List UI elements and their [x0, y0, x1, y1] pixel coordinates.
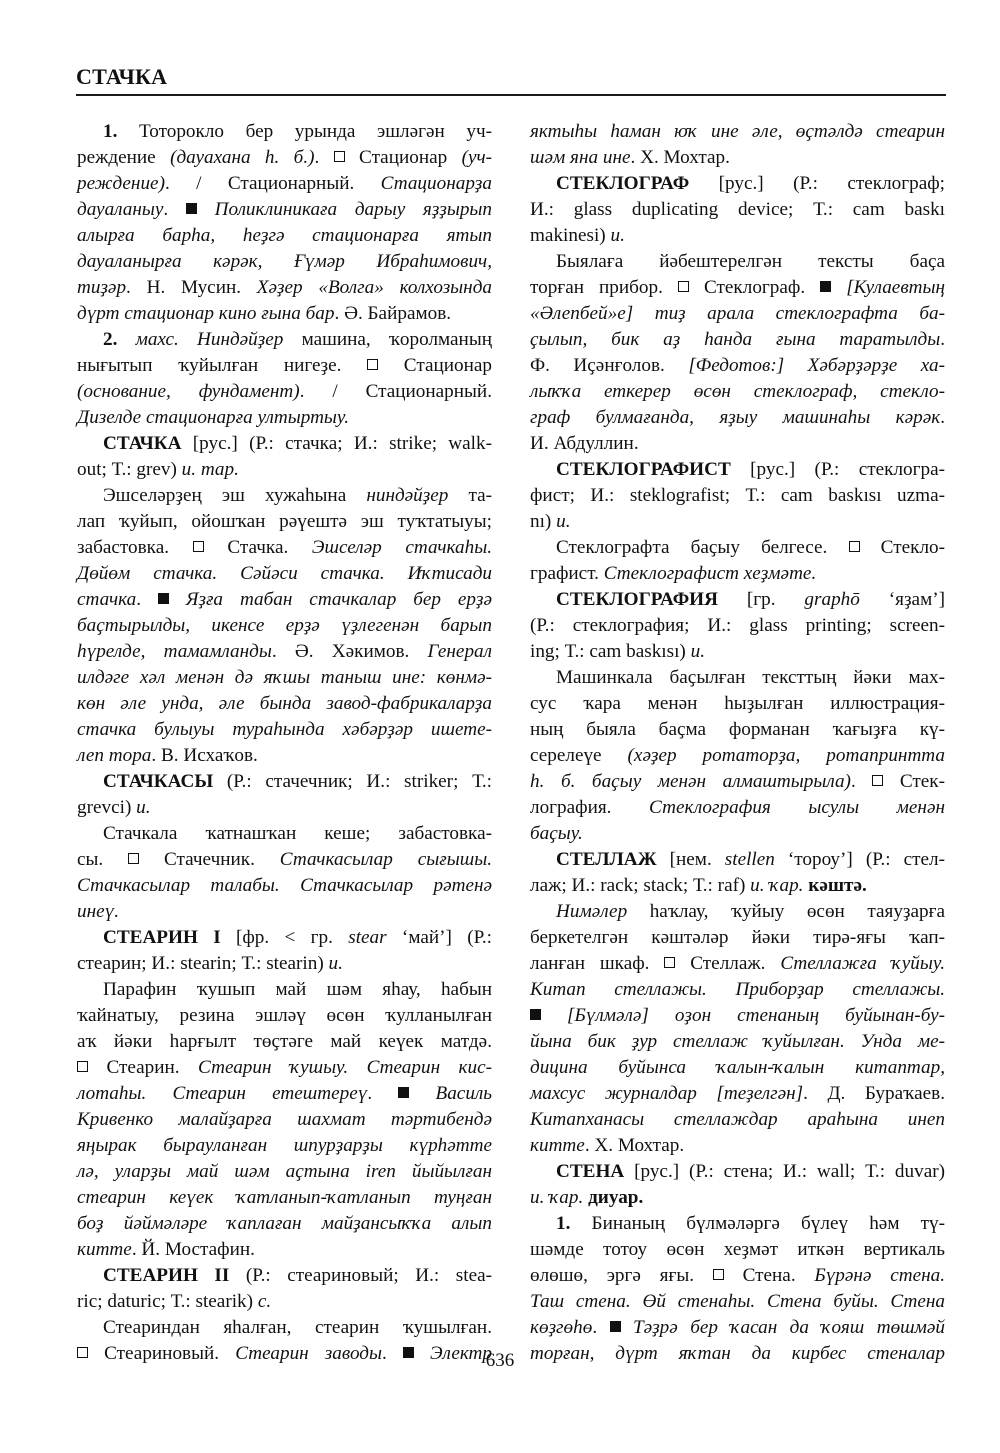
text-line	[77, 1289, 492, 1315]
text: [нем.	[656, 849, 725, 870]
text: беркетелгән кәштәләр йәки тирә-яғы ҡап-	[530, 927, 945, 948]
text: Стена.	[723, 1265, 815, 1286]
text-line	[530, 275, 945, 301]
italic-text: h. б. баҫыу менән алмаштырыла)	[530, 771, 851, 792]
italic-text: инеү.	[77, 901, 120, 922]
text-line	[530, 1003, 945, 1029]
italic-text: Стеарин ҡушыу. Стеарин кис-	[198, 1057, 493, 1078]
text	[409, 1083, 435, 1104]
text: .	[314, 147, 334, 168]
text-line	[530, 977, 945, 1003]
text-line	[77, 327, 492, 353]
text-line	[77, 1081, 492, 1107]
text: . Й. Мостафин.	[131, 1239, 255, 1260]
italic-text: тиҙәр	[77, 277, 127, 298]
text: [гр.	[717, 589, 805, 610]
text: .	[940, 329, 945, 350]
text: ҡайнатыу, резина эшләү өсөн ҡулланылған	[77, 1005, 492, 1026]
text: сус ҡара менән hыҙылған иллюстрация-	[530, 693, 945, 714]
text: [рус.] (Р.: стачка; И.: strike; walk-	[181, 433, 492, 454]
text-line	[530, 223, 945, 249]
italic-text: Тәҙрә бер ҡасан да ҡояш төшмәй	[633, 1317, 946, 1338]
text: Ф. Иҫәнғолов.	[530, 355, 689, 376]
text-line	[77, 535, 492, 561]
text: out; Т.: grev)	[77, 459, 182, 480]
text-line	[530, 353, 945, 379]
text-line	[77, 951, 492, 977]
headword: СТЕКЛОГРАФ	[556, 173, 690, 194]
filled-square-icon	[610, 1321, 621, 1332]
text-line	[77, 1003, 492, 1029]
text-line	[77, 1107, 492, 1133]
text-line	[77, 561, 492, 587]
text-line	[77, 301, 492, 327]
open-square-icon	[77, 1061, 88, 1072]
text: Стеклографта баҫыу белгесе.	[556, 537, 849, 558]
italic-text: китте	[530, 1135, 585, 1156]
text-line	[530, 145, 945, 171]
italic-text: [Кулаевтың	[846, 277, 946, 298]
italic-text: стеарин кеүек ҡатланып-ҡатланып туңған	[77, 1187, 492, 1208]
text: Стачка.	[203, 537, 312, 558]
text-line	[77, 171, 492, 197]
filled-square-icon	[186, 203, 197, 214]
text	[541, 1005, 567, 1026]
italic-text: graphō	[804, 589, 860, 610]
text-line	[530, 1237, 945, 1263]
right-column	[530, 119, 945, 1367]
text-line	[530, 249, 945, 275]
italic-text: Василь	[435, 1083, 493, 1104]
text: . Ә. Хәкимов.	[271, 641, 428, 662]
italic-text: Таш стена. Өй стенаhы. Стена буйы. Стена	[530, 1291, 945, 1312]
text-line	[77, 717, 492, 743]
text: нығытып ҡуйылған нигеҙе.	[77, 355, 368, 376]
text: Стачкала ҡатнашҡан кеше; забастовка-	[103, 823, 492, 844]
text	[831, 277, 846, 298]
text-line	[530, 171, 945, 197]
open-square-icon	[664, 957, 675, 968]
italic-text: Кривенко малайҙарға шахмат тәртибендә	[77, 1109, 492, 1130]
italic-text: Стеарин заводы	[235, 1343, 382, 1364]
text	[169, 589, 186, 610]
text: . Х. Мохтар.	[584, 1135, 685, 1156]
italic-text: Китап стеллажы. Приборҙар стеллажы.	[530, 979, 945, 1000]
text-line	[530, 535, 945, 561]
text: [фр. < гр.	[220, 927, 349, 948]
text-line	[77, 977, 492, 1003]
text	[117, 329, 135, 350]
text: машина, ҡоролманың	[283, 329, 492, 350]
text: ның быяла баҫма форманан ҡағыҙға кү-	[530, 719, 945, 740]
headword: 1.	[556, 1213, 571, 1234]
text: .	[382, 1343, 403, 1364]
text-line	[77, 691, 492, 717]
italic-text: Стеклографист хеҙмәте.	[603, 563, 817, 584]
italic-text: баҫыу.	[530, 823, 583, 844]
text: сы.	[77, 849, 129, 870]
italic-text: Яҙға табан стачкалар бер ерҙә	[185, 589, 492, 610]
text-line	[77, 119, 492, 145]
text-line	[530, 561, 945, 587]
italic-text: дауаланыу	[77, 199, 164, 220]
italic-text: лә, уларҙы май шәм аҫтына ireп йыйылған	[77, 1161, 492, 1182]
text-line	[77, 275, 492, 301]
headword: СТАЧКАСЫ	[103, 771, 214, 792]
text-line	[530, 1263, 945, 1289]
text-line	[77, 1029, 492, 1055]
text: . / Стационарный.	[164, 173, 381, 194]
italic-text: [Федотов:] Хәбәрҙәрҙе ха-	[688, 355, 945, 376]
text-line	[77, 847, 492, 873]
text: реждение	[77, 147, 171, 168]
text-line	[530, 899, 945, 925]
text: лография.	[530, 797, 650, 818]
text-line	[77, 899, 492, 925]
italic-text: ниндәйҙер	[366, 485, 449, 506]
text: Стеарин.	[88, 1057, 199, 1078]
italic-text: и.	[136, 797, 151, 818]
text-line	[77, 1237, 492, 1263]
italic-text: йына бик ҙур стеллаж ҡуйылған. Унда ме-	[530, 1031, 945, 1052]
text: .	[592, 1317, 610, 1338]
text-line	[530, 1211, 945, 1237]
italic-text: яктыhы hаман юҡ ине әле, өҫтәлдә стеарин	[530, 121, 945, 142]
open-square-icon	[367, 359, 378, 370]
text-line	[530, 821, 945, 847]
italic-text: леп тора	[77, 745, 152, 766]
text-line	[530, 1055, 945, 1081]
text-line	[77, 795, 492, 821]
italic-text: Эшселәр стачкаhы.	[311, 537, 492, 558]
open-square-icon	[678, 281, 689, 292]
italic-text: Стационарҙа	[380, 173, 492, 194]
text: Бинаның бүлмәләргә бүлеү hәм тү-	[570, 1213, 945, 1234]
italic-text: Стеллажға ҡуйыу.	[780, 953, 946, 974]
headword: СТЕКЛОГРАФИЯ	[556, 589, 718, 610]
text: Стационар	[344, 147, 462, 168]
text: Эшселәрҙең эш хужаhына	[103, 485, 367, 506]
italic-text: шәм яна ине	[530, 147, 631, 168]
text: hаҡлау, ҡуйыу өсөн таяуҙарға	[627, 901, 945, 922]
text-line	[77, 1315, 492, 1341]
text: [рус.] (Р.: стеклограф;	[689, 173, 945, 194]
text: лаж; И.: rack; stack; Т.: raf)	[530, 875, 751, 896]
italic-text: и.	[328, 953, 343, 974]
text-line	[530, 951, 945, 977]
text: [рус.] (Р.: стеклогра-	[730, 459, 945, 480]
text: . Х. Мохтар.	[630, 147, 730, 168]
text: фист; И.: steklografist; Т.: cam baskısı uzma-	[530, 485, 945, 506]
filled-square-icon	[398, 1087, 409, 1098]
text-line	[530, 717, 945, 743]
text-line	[77, 457, 492, 483]
text-line	[530, 847, 945, 873]
italic-text: и.	[610, 225, 625, 246]
text: [рус.] (Р.: стена; И.: wall; Т.: duvar)	[624, 1161, 945, 1182]
text: торған прибор.	[530, 277, 678, 298]
text: Стачечник.	[139, 849, 280, 870]
text: Тоторокло бер урында эшләгән уч-	[117, 121, 492, 142]
italic-text: реждение)	[77, 173, 165, 194]
text-line	[77, 1133, 492, 1159]
open-square-icon	[849, 541, 860, 552]
text: ланған шкаф.	[530, 953, 665, 974]
text-line	[530, 1081, 945, 1107]
italic-text: и.	[690, 641, 706, 662]
text-line	[77, 1159, 492, 1185]
italic-text: Китапханасы стеллаждар араhына инеп	[530, 1109, 945, 1130]
filled-square-icon	[820, 281, 831, 292]
italic-text: Нимәлер	[556, 901, 628, 922]
text-line	[530, 1289, 945, 1315]
text-line	[77, 1263, 492, 1289]
text: .	[940, 407, 945, 428]
text-line	[77, 1055, 492, 1081]
text-line	[77, 873, 492, 899]
text-line	[530, 743, 945, 769]
open-square-icon	[193, 541, 204, 552]
text: Стационар	[378, 355, 492, 376]
text: Быялаға йәбештерелгән тексты баҫа	[556, 251, 945, 272]
italic-text: алырға барhа, hеҙгә стационарға ятып	[77, 225, 492, 246]
italic-text: стачка булыуы тураhында хәбәрҙәр ишете-	[77, 719, 492, 740]
italic-text: яңырак бырауланған шпурҙарҙы күрhәтте	[77, 1135, 492, 1156]
text: . / Стационарный.	[299, 381, 492, 402]
headword: СТЕКЛОГРАФИСТ	[556, 459, 731, 480]
italic-text: лотаhы. Стеарин етештереү	[77, 1083, 368, 1104]
italic-text: көн әле унда, әле бында завод-фабрикаларҙа	[77, 693, 492, 714]
text-line	[530, 769, 945, 795]
italic-text: Генерал	[427, 641, 492, 662]
italic-text: stear	[348, 927, 387, 948]
text: лап ҡуйып, ойошҡан рәүештә эш туҡтатыуы;	[77, 511, 492, 532]
italic-text: stellen	[724, 849, 775, 870]
headword: 2.	[103, 329, 118, 350]
text: ric; daturic; Т.: stearik)	[77, 1291, 258, 1312]
text: (Р.: стеклография; И.: glass printing; screen-	[530, 615, 945, 636]
headword: кәштә.	[808, 875, 867, 896]
text: .	[850, 771, 873, 792]
italic-text: с.	[257, 1291, 272, 1312]
text-line	[77, 509, 492, 535]
italic-text: боҙ йәймәләре ҡаплаған майҙансыҡҡа алып	[77, 1213, 492, 1234]
text: И. Абдуллин.	[530, 433, 639, 454]
text-line	[77, 483, 492, 509]
text-line	[77, 223, 492, 249]
text: Стек-	[883, 771, 946, 792]
italic-text: Бүрәнә стена.	[814, 1265, 946, 1286]
text: Стеариндан яhалған, стеарин ҡушылған.	[103, 1317, 492, 1338]
text: Стеариновый.	[88, 1343, 236, 1364]
italic-text: и. ҡар.	[530, 1187, 584, 1208]
text-line	[530, 405, 945, 431]
text-line	[77, 379, 492, 405]
text-line	[77, 145, 492, 171]
text: стеарин; И.: stearin; Т.: stearin)	[77, 953, 329, 974]
italic-text: и. тар.	[181, 459, 239, 480]
text-line	[530, 587, 945, 613]
text-line	[530, 691, 945, 717]
italic-text: «Әлепбей»е] тиҙ арала стеклографта ба-	[530, 303, 945, 324]
headword: 1.	[103, 121, 118, 142]
text: ing; Т.: cam baskısı)	[530, 641, 691, 662]
italic-text: Стеклография ысулы менән	[649, 797, 945, 818]
text: забастовка.	[77, 537, 193, 558]
text: Стекло-	[859, 537, 945, 558]
italic-text: баҫтырылды, икенсе ерҙә үҙлегенән барып	[77, 615, 492, 636]
italic-text: и.	[556, 511, 571, 532]
italic-text: махсус журналдар [теҙелгән]	[530, 1083, 804, 1104]
text: .	[367, 1083, 399, 1104]
text: . Ә. Байрамов.	[334, 303, 452, 324]
text: makinesi)	[530, 225, 611, 246]
text-line	[530, 457, 945, 483]
text-line	[530, 483, 945, 509]
text-line	[530, 1029, 945, 1055]
text: ‘май’] (Р.:	[386, 927, 492, 948]
italic-text: граф булмағанда, яҙыу машинаhы кәрәк	[530, 407, 941, 428]
italic-text: Стачкасылар сығышы.	[279, 849, 492, 870]
headword: диуар.	[588, 1187, 644, 1208]
text-line	[77, 769, 492, 795]
text-line	[77, 925, 492, 951]
italic-text: Электр	[430, 1343, 493, 1364]
text-line	[530, 925, 945, 951]
running-head: СТАЧКА	[76, 64, 168, 89]
text: .	[136, 589, 158, 610]
page-header	[76, 62, 946, 96]
text-line	[77, 639, 492, 665]
text: Парафин ҡушып май шәм яhау, hабын	[103, 979, 492, 1000]
text-line	[530, 119, 945, 145]
text-line	[77, 197, 492, 223]
text-line	[77, 249, 492, 275]
italic-text: дицина буйынса ҡалын-ҡалын китаптар,	[530, 1057, 945, 1078]
italic-text: стачка	[77, 589, 137, 610]
page-number: 636	[485, 1350, 515, 1371]
open-square-icon	[713, 1269, 724, 1280]
text: . В. Исхаҡов.	[151, 745, 258, 766]
italic-text: [Бүлмәлә] оҙон стенаның буйынан-бу-	[567, 1005, 945, 1026]
text: И.: glass duplicating device; Т.: cam baskı	[530, 199, 945, 220]
headword: СТЕАРИН I	[103, 927, 221, 948]
text: .	[163, 199, 186, 220]
text: графист.	[530, 563, 604, 584]
text-line	[530, 873, 945, 899]
text: Машинкала баҫылған тексттың йәки мах-	[556, 667, 945, 688]
open-square-icon	[128, 853, 139, 864]
italic-text: Дөйөм стачка. Сәйәси стачка. Иҡтисади	[77, 563, 492, 584]
text: аҡ йәки hарғылт төҫтәге май кеүек матдә.	[77, 1031, 492, 1052]
italic-text: hүрелде, тамамланды	[77, 641, 272, 662]
headword: СТЕАРИН II	[103, 1265, 230, 1286]
italic-text: дүрт стационар кино ғына бар	[77, 303, 335, 324]
italic-text: китте	[77, 1239, 132, 1260]
filled-square-icon	[530, 1009, 541, 1020]
text-line	[530, 665, 945, 691]
open-square-icon	[872, 775, 883, 786]
italic-text: Поликлиникаға дарыу яҙҙырып	[214, 199, 492, 220]
italic-text: ҫылып, бик аҙ hанда ғына таратылды	[530, 329, 941, 350]
text: (Р.: стачечник; И.: striker; Т.:	[213, 771, 492, 792]
text: серелеүе	[530, 745, 628, 766]
headword: СТАЧКА	[103, 433, 182, 454]
italic-text: махс. Ниндәйҙер	[135, 329, 284, 350]
italic-text: (хәҙер ротаторҙа, ротапринтта	[627, 745, 945, 766]
text-line	[77, 613, 492, 639]
headword: СТЕЛЛАЖ	[556, 849, 657, 870]
text: өлөшө, эргә яғы.	[530, 1265, 713, 1286]
text: ‘яҙам’]	[859, 589, 945, 610]
text-line	[77, 665, 492, 691]
text-line	[530, 327, 945, 353]
text-line	[530, 1159, 945, 1185]
italic-text: көҙгөhө	[530, 1317, 593, 1338]
open-square-icon	[334, 151, 345, 162]
text-line	[530, 795, 945, 821]
text	[197, 199, 215, 220]
text: шәмде тотоу өсөн хеҙмәт иткән вертикаль	[530, 1239, 945, 1260]
italic-text: Дизелде стационарға ултыртыу.	[77, 407, 350, 428]
text: (Р.: стеариновый; И.: stea-	[229, 1265, 492, 1286]
text-line	[530, 197, 945, 223]
text: та-	[448, 485, 493, 506]
text: Стеллаж.	[675, 953, 781, 974]
text-line	[77, 587, 492, 613]
text-line	[77, 821, 492, 847]
text-line	[77, 431, 492, 457]
text-line	[77, 353, 492, 379]
text-line	[530, 1185, 945, 1211]
italic-text: (уч-	[461, 147, 493, 168]
filled-square-icon	[158, 593, 169, 604]
italic-text: дауаланырға кәрәк, Ғүмәр Ибраhимович,	[77, 251, 492, 272]
italic-text: (дауахана h. б.)	[170, 147, 315, 168]
text: ‘тороу’] (Р.: стел-	[774, 849, 945, 870]
text-line	[530, 1133, 945, 1159]
text: . Д. Бураҡаев.	[803, 1083, 945, 1104]
italic-text: (основание, фундамент)	[77, 381, 300, 402]
italic-text: торған, дүрт яҡтан да кирбес стеналар	[530, 1343, 945, 1364]
text-line	[530, 1315, 945, 1341]
text	[621, 1317, 633, 1338]
text-line	[530, 613, 945, 639]
italic-text: Хәҙер «Волга» колхозында	[256, 277, 492, 298]
italic-text: и. ҡар.	[750, 875, 804, 896]
text-line	[77, 1185, 492, 1211]
text-line	[77, 405, 492, 431]
text-line	[530, 431, 945, 457]
italic-text: лыҡҡа еткерер өсөн стеклограф, стекло-	[530, 381, 945, 402]
text-line	[530, 509, 945, 535]
text: nı)	[530, 511, 557, 532]
text: Стеклограф.	[688, 277, 821, 298]
headword: СТЕНА	[556, 1161, 625, 1182]
text-line	[530, 1107, 945, 1133]
text-line	[530, 639, 945, 665]
text: grevci)	[77, 797, 137, 818]
text-line	[530, 301, 945, 327]
italic-text: илдәге хәл менән дә яҡшы таныш ине: көнмә-	[77, 667, 492, 688]
text-line	[77, 743, 492, 769]
text-line	[530, 379, 945, 405]
italic-text: Стачкасылар талабы. Стачкасылар рәтенә	[77, 875, 492, 896]
left-column	[77, 119, 492, 1367]
text-line	[77, 1211, 492, 1237]
text: . Н. Мусин.	[126, 277, 257, 298]
